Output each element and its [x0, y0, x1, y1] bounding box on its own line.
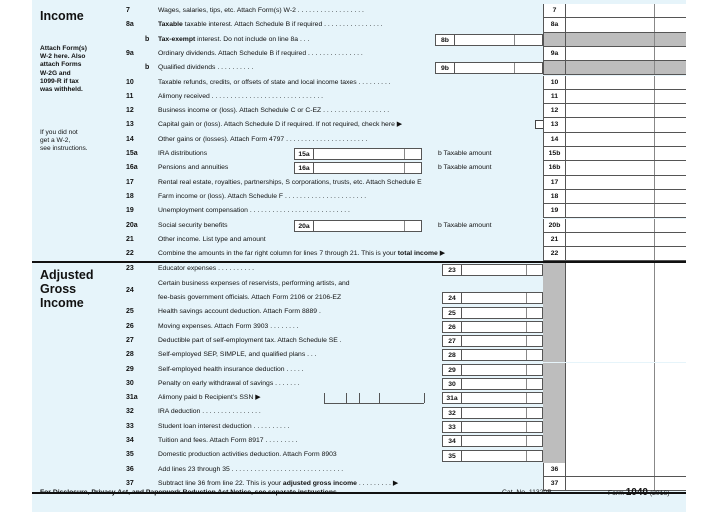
right-column-shaded [565, 405, 686, 419]
right-column-shaded [565, 320, 686, 334]
line-text: Alimony paid b Recipient's SSN ▶ [158, 394, 261, 402]
right-line-label: 17 [543, 176, 565, 190]
right-column-shaded [565, 391, 686, 405]
agi-title-line: Income [40, 296, 84, 310]
adjustment-amount-field[interactable] [462, 264, 543, 276]
footer-notice: For Disclosure, Privacy Act, and Paperwork Reduction Act Notice, see separate instructions. [40, 489, 339, 496]
line-amount-field[interactable] [565, 90, 686, 104]
line-leader-dots: . . . . . . . . . . . . . . . . [324, 21, 383, 29]
line-amount-field [565, 61, 686, 75]
right-line-label: 10 [543, 76, 565, 90]
line-description [158, 405, 261, 419]
sidebar-line: see instructions. [40, 145, 88, 153]
agi-line-row [32, 434, 686, 448]
line-leader-dots: . . . . . . . . . . [218, 265, 254, 273]
line-description [158, 262, 254, 276]
shaded-cell [543, 377, 565, 391]
line-text: Ordinary dividends. Attach Schedule B if required [158, 49, 307, 57]
line-amount-field[interactable] [565, 147, 686, 161]
line-leader-dots: . . . . . . . . . [358, 78, 391, 86]
line-text: Self-employed SEP, SIMPLE, and qualified plans [158, 351, 306, 359]
line-leader-dots: . [339, 336, 342, 344]
line-number: 22 [126, 250, 134, 258]
line-text: Penalty on early withdrawal of savings [158, 379, 274, 387]
line-description [158, 47, 363, 61]
line-description [158, 448, 337, 462]
line-amount-field[interactable] [565, 18, 686, 32]
line-number: 15a [126, 150, 138, 157]
right-line-label: 21 [543, 233, 565, 247]
inner-amount-field[interactable] [455, 62, 543, 74]
line-leader-dots: . . . . . . . . . . . . . . . . [202, 408, 261, 416]
line-number: 30 [126, 379, 134, 387]
line-description [158, 147, 207, 161]
adjustment-amount-field[interactable] [462, 335, 543, 347]
adjustment-amount-field[interactable] [462, 392, 543, 404]
line-amount-field[interactable] [565, 176, 686, 190]
income-line-row [32, 133, 686, 147]
adjustment-amount-field[interactable] [462, 435, 543, 447]
shaded-cell [543, 405, 565, 419]
line-number: 11 [126, 92, 134, 100]
line-number: 9a [126, 49, 134, 57]
income-line-row [32, 90, 686, 104]
line-leader-dots: . . . . . . . . . [265, 437, 298, 444]
line-number: 19 [126, 207, 134, 215]
right-line-label [543, 61, 565, 75]
line-text: Subtract line 36 from line 22. This is your [158, 479, 282, 487]
line-leader-dots: . . . [299, 35, 310, 43]
line-bold-prefix: Tax-exempt [158, 35, 196, 43]
sidebar-line: W-2G and [40, 69, 71, 77]
sidebar-line: 1099-R if tax [40, 77, 79, 85]
line-leader-dots: . . . . . . . . . . . . . . . . . . [323, 107, 390, 115]
line-text: Add lines 23 through 35 [158, 465, 230, 473]
line-description [158, 176, 422, 190]
line-description [158, 190, 366, 204]
line-number: 27 [126, 336, 134, 344]
sidebar-line: was withheld. [40, 86, 83, 94]
adjustment-amount-field[interactable] [462, 321, 543, 333]
right-column-shaded [565, 363, 686, 377]
line-description [158, 4, 364, 18]
line-number: 13 [126, 121, 134, 129]
agi-line-row [32, 448, 686, 462]
shaded-cell [543, 320, 565, 334]
right-line-label: 16b [543, 161, 565, 175]
right-line-label: 18 [543, 190, 565, 204]
line-leader-dots: . . . [307, 351, 317, 359]
line-leader-dots: . . . . . [286, 365, 304, 373]
right-line-label: 37 [543, 477, 565, 491]
income-section-title: Income [40, 9, 84, 23]
agi-line-row [32, 305, 686, 319]
right-line-label: 12 [543, 104, 565, 118]
right-column-shaded [565, 277, 686, 306]
line-description [158, 118, 402, 132]
adjustment-amount-field[interactable] [462, 378, 543, 390]
line-leader-dots: ▶ [439, 250, 445, 258]
income-line-row [32, 18, 686, 32]
line-description [158, 363, 303, 377]
footer-form-year: (2016) [649, 490, 670, 497]
line-sub-letter: b [145, 64, 150, 72]
line-leader-dots: . . . . . . . . . . . . . . . . . . . . . . . . . . . . . . [211, 92, 324, 100]
agi-title-line: Adjusted [40, 268, 94, 282]
line-leader-dots: . . . . . . . . . . [253, 422, 290, 430]
line-text: Social security benefits [158, 221, 228, 229]
line-number: 17 [126, 178, 134, 186]
inner-line-label: 29 [442, 364, 462, 376]
inner-amount-field[interactable] [314, 220, 422, 232]
inner-line-label: 32 [442, 407, 462, 419]
right-line-label: 7 [543, 4, 565, 18]
line-text: IRA deduction [158, 408, 201, 416]
line-number: 32 [126, 408, 134, 416]
adjustment-amount-field[interactable] [462, 421, 543, 433]
line-leader-dots: . . . . . . . . [270, 322, 299, 330]
inner-line-label: 20a [294, 220, 314, 232]
line-text: interest. Do not include on line 8a [197, 35, 299, 43]
shaded-cell [543, 434, 565, 448]
line-description [158, 18, 383, 32]
line-sub-letter: b [145, 35, 150, 43]
sidebar-line: attach Forms [40, 61, 82, 69]
line-description [158, 90, 323, 104]
line-description [158, 334, 342, 348]
income-line-row [32, 104, 686, 118]
line-description [158, 320, 299, 334]
form-1040-page [32, 0, 686, 512]
inner-line-label: 16a [294, 162, 314, 174]
total-line-row [32, 463, 686, 477]
right-line-label: 11 [543, 90, 565, 104]
right-column-shaded [565, 348, 686, 362]
line-leader-dots: ▶ [396, 121, 403, 129]
line-amount-field[interactable] [565, 204, 686, 218]
inner-line-label: 28 [442, 349, 462, 361]
line-description [158, 434, 298, 448]
adjustment-amount-field[interactable] [462, 292, 543, 304]
right-column-shaded [565, 262, 686, 276]
line-text: Rental real estate, royalties, partnerships, S corporations, trusts, etc. Attach Schedule E [158, 178, 422, 186]
line-amount-field[interactable] [565, 104, 686, 118]
agi-line-row [32, 363, 686, 377]
agi-line-row [32, 334, 686, 348]
line-number: 12 [126, 107, 134, 115]
line-description [158, 377, 300, 391]
line-text: Other income. List type and amount [158, 235, 266, 243]
line-number: 23 [126, 265, 134, 273]
line-text-cont: fee-basis government officials. Attach Form 2106 or 2106-EZ [158, 293, 342, 301]
line-number: 35 [126, 451, 134, 459]
line-bold-suffix: total income [397, 250, 438, 258]
footer-form-number: 1040 [625, 487, 648, 498]
line-number: 34 [126, 437, 134, 444]
inner-line-label: 31a [442, 392, 462, 404]
line-description [158, 277, 350, 306]
income-line-row [32, 219, 686, 233]
line-number: 29 [126, 365, 134, 373]
line-text: Moving expenses. Attach Form 3903 [158, 322, 269, 330]
line-description [158, 76, 391, 90]
adjustment-amount-field[interactable] [462, 450, 543, 462]
adjustment-amount-field[interactable] [462, 349, 543, 361]
line-description [158, 348, 317, 362]
line-text: Alimony received [158, 92, 210, 100]
line-number: 14 [126, 135, 134, 143]
line-bold-prefix: Taxable [158, 21, 183, 29]
line-number: 10 [126, 78, 134, 86]
line-amount-field[interactable] [565, 118, 686, 132]
footer-cat-number: Cat. No. 11320B [502, 489, 552, 496]
line-description [158, 247, 445, 261]
line-text: taxable interest. Attach Schedule B if required [184, 21, 323, 29]
inner-line-label: 25 [442, 307, 462, 319]
line-number: 28 [126, 351, 134, 359]
inner-line-label: 26 [442, 321, 462, 333]
agi-line-row [32, 420, 686, 434]
right-line-label: 20b [543, 219, 565, 233]
line-description [158, 391, 260, 405]
income-line-row [32, 233, 686, 247]
line-text: Unemployment compensation [158, 207, 248, 215]
line-leader-dots: . . . . . . . . . ▶ [358, 479, 399, 487]
right-column-shaded [565, 448, 686, 462]
line-text: Educator expenses [158, 265, 217, 273]
income-line-row [32, 176, 686, 190]
line-text: Combine the amounts in the far right column for lines 7 through 21. This is your [158, 250, 396, 258]
line-number: 20a [126, 221, 138, 229]
shaded-cell [543, 305, 565, 319]
inner-line-label: 23 [442, 264, 462, 276]
right-column-shaded [565, 420, 686, 434]
right-line-label [543, 33, 565, 47]
income-line-row [32, 47, 686, 61]
shaded-cell [543, 391, 565, 405]
shaded-cell [543, 334, 565, 348]
line-amount-field[interactable] [565, 463, 686, 477]
line-description [158, 33, 309, 47]
line-leader-dots: . . . . . . . . . . . . . . . [308, 49, 363, 57]
line-leader-dots: . . . . . . . . . . . . . . . . . . . . . . . . . . . [249, 207, 350, 215]
line-number: 18 [126, 192, 134, 200]
line-description [158, 305, 321, 319]
line-number: 8a [126, 21, 134, 29]
inner-line-label: 33 [442, 421, 462, 433]
section-divider [32, 261, 686, 263]
income-line-row [32, 118, 686, 132]
line-number: 25 [126, 308, 134, 316]
recipient-ssn-field[interactable] [324, 393, 424, 404]
line-leader-dots: . . . . . . . [275, 379, 300, 387]
line-amount-field[interactable] [565, 161, 686, 175]
right-line-label: 8a [543, 18, 565, 32]
income-line-row [32, 204, 686, 218]
income-line-row [32, 247, 686, 261]
line-amount-field[interactable] [565, 133, 686, 147]
inner-line-label: 27 [442, 335, 462, 347]
line-amount-field[interactable] [565, 219, 686, 233]
line-amount-field[interactable] [565, 47, 686, 61]
line-number: 7 [126, 7, 130, 14]
line-leader-dots: . [318, 308, 321, 316]
line-leader-dots: . . . . . . . . . . . . . . . . . . . . . . [286, 135, 368, 143]
right-line-label: 9a [543, 47, 565, 61]
line-description [158, 219, 228, 233]
line-description [158, 463, 343, 477]
inner-line-label: 9b [435, 62, 455, 74]
line-text: Taxable refunds, credits, or offsets of state and local income taxes [158, 78, 357, 86]
income-line-row [32, 161, 686, 175]
inner-line-label: 24 [442, 292, 462, 304]
line-text: Deductible part of self-employment tax. Attach Schedule SE [158, 336, 338, 344]
line-amount-field [565, 33, 686, 47]
agi-line-row [32, 377, 686, 391]
adjustment-amount-field[interactable] [462, 364, 543, 376]
right-column-shaded [565, 434, 686, 448]
line-text: Health savings account deduction. Attach Form 8889 [158, 308, 318, 316]
right-line-label: 15b [543, 147, 565, 161]
line-description [158, 104, 389, 118]
line-amount-field[interactable] [565, 4, 686, 18]
line-text: Business income or (loss). Attach Schedule C or C-EZ [158, 107, 322, 115]
shaded-cell [543, 348, 565, 362]
line-text: Self-employed health insurance deduction [158, 365, 285, 373]
line-text: Certain business expenses of reservists, performing artists, and [158, 279, 350, 287]
inner-line-label: 35 [442, 450, 462, 462]
right-column-shaded [565, 334, 686, 348]
agi-line-row [32, 348, 686, 362]
line-text: Wages, salaries, tips, etc. Attach Form(s) W-2 [158, 7, 296, 14]
line-text: Capital gain or (loss). Attach Schedule D if required. If not required, check here [158, 121, 395, 129]
line-leader-dots: . . . . . . . . . . . . . . . . . . . . . . . . . . . . . . [231, 465, 344, 473]
line-number: 26 [126, 322, 134, 330]
line-description [158, 420, 290, 434]
right-column-shaded [565, 305, 686, 319]
shaded-cell [543, 363, 565, 377]
income-line-row [32, 147, 686, 161]
line-text: IRA distributions [158, 150, 208, 157]
inner-line-label: 30 [442, 378, 462, 390]
shaded-cell [543, 448, 565, 462]
line-number: 33 [126, 422, 134, 430]
agi-title-line: Gross [40, 282, 77, 296]
line-leader-dots: . . . . . . . . . . [217, 64, 254, 72]
line-number: 37 [126, 479, 134, 487]
line-amount-field[interactable] [565, 247, 686, 261]
line-text: Qualified dividends [158, 64, 216, 72]
inner-amount-field[interactable] [314, 162, 422, 174]
line-number: 24 [126, 286, 134, 294]
shaded-cell [543, 277, 565, 306]
income-line-row [32, 33, 686, 47]
line-text: Pensions and annuities [158, 164, 229, 172]
line-number: 36 [126, 465, 134, 473]
inner-line-label: 34 [442, 435, 462, 447]
line-description [158, 161, 228, 175]
line-description [158, 133, 367, 147]
income-line-row [32, 61, 686, 75]
taxable-amount-label: b Taxable amount [438, 164, 492, 172]
adjustment-amount-field[interactable] [462, 407, 543, 419]
inner-amount-field[interactable] [455, 34, 543, 46]
line-description [158, 204, 350, 218]
line-number: 21 [126, 235, 134, 243]
line-text: Tuition and fees. Attach Form 8917 [158, 437, 264, 444]
line-text: Other gains or (losses). Attach Form 4797 [158, 135, 285, 143]
income-line-row [32, 76, 686, 90]
footer-divider [32, 492, 686, 494]
right-line-label: 22 [543, 247, 565, 261]
line-amount-field[interactable] [565, 233, 686, 247]
line-number: 31a [126, 394, 138, 402]
inner-line-label: 8b [435, 34, 455, 46]
line-text: Domestic production activities deduction. Attach Form 8903 [158, 451, 337, 459]
right-line-label: 14 [543, 133, 565, 147]
right-column-shaded [565, 377, 686, 391]
adjustment-amount-field[interactable] [462, 307, 543, 319]
agi-line-row [32, 262, 686, 276]
sidebar-line: Attach Form(s) [40, 45, 87, 52]
line-leader-dots: . . . . . . . . . . . . . . . . . . . . . . [284, 192, 367, 200]
line-number: 16a [126, 164, 138, 172]
taxable-amount-label: b Taxable amount [438, 221, 492, 229]
right-line-label: 36 [543, 463, 565, 477]
line-amount-field[interactable] [565, 190, 686, 204]
line-amount-field[interactable] [565, 76, 686, 90]
sidebar-line: W-2 here. Also [40, 53, 86, 61]
line-text: Farm income or (loss). Attach Schedule F [158, 192, 284, 200]
line-description [158, 61, 253, 75]
agi-line-row [32, 277, 686, 306]
inner-line-label: 15a [294, 148, 314, 160]
shaded-cell [543, 262, 565, 276]
agi-line-row [32, 391, 686, 405]
income-line-row [32, 190, 686, 204]
line-leader-dots: . . . . . . . . . . . . . . . . . . [297, 7, 364, 14]
inner-amount-field[interactable] [314, 148, 422, 160]
line-text: Student loan interest deduction [158, 422, 252, 430]
sidebar-line: get a W-2, [40, 137, 71, 145]
line-description [158, 233, 266, 247]
agi-line-row [32, 405, 686, 419]
right-line-label: 13 [543, 118, 565, 132]
shaded-cell [543, 420, 565, 434]
line-bold-suffix: adjusted gross income [282, 479, 357, 487]
footer-form-prefix: Form [608, 490, 624, 497]
sidebar-line: If you did not [40, 129, 78, 136]
taxable-amount-label: b Taxable amount [438, 150, 492, 157]
agi-line-row [32, 320, 686, 334]
income-line-row [32, 4, 686, 18]
right-line-label: 19 [543, 204, 565, 218]
